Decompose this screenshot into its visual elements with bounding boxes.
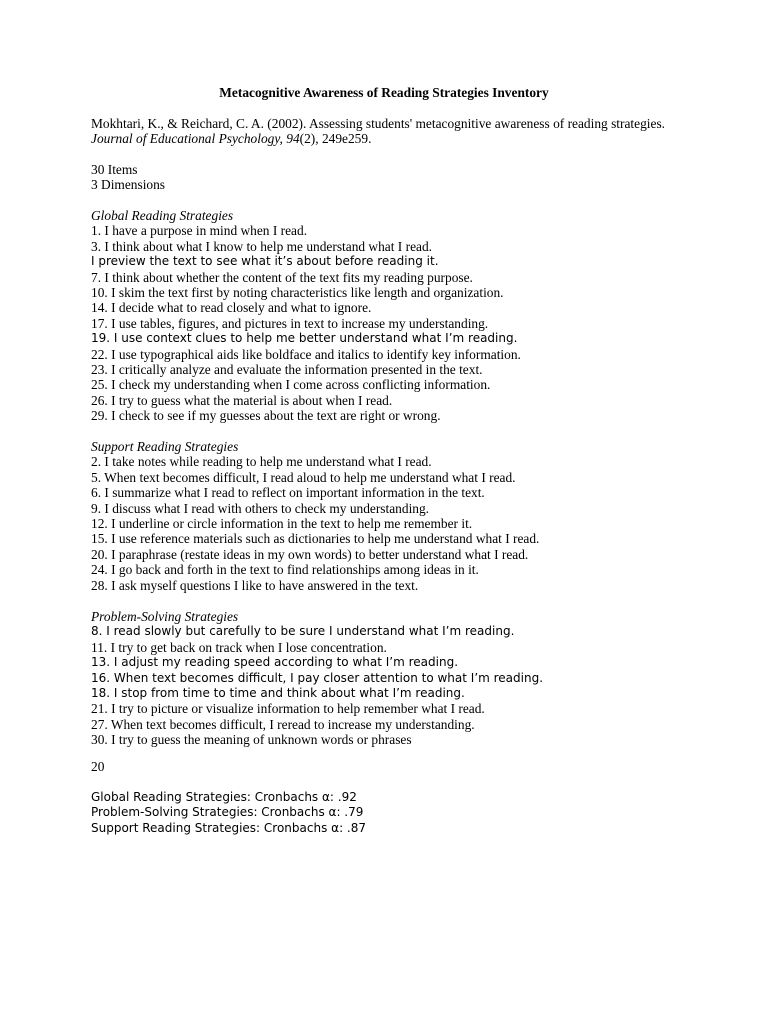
reliability-global: Global Reading Strategies: Cronbachs α: .92 bbox=[91, 790, 357, 804]
strategy-item: 19. I use context clues to help me better understand what I’m reading. bbox=[91, 331, 518, 346]
strategy-item: 17. I use tables, figures, and pictures in text to increase my understanding. bbox=[91, 315, 489, 331]
reliability-support: Support Reading Strategies: Cronbachs α: .87 bbox=[91, 820, 367, 835]
strategy-item: 16. When text becomes difficult, I pay closer attention to what I’m reading. bbox=[91, 670, 544, 685]
citation bbox=[91, 116, 691, 147]
strategy-item: 6. I summarize what I read to reflect on important information in the text. bbox=[91, 485, 485, 501]
dimension-count: 3 Dimensions bbox=[91, 177, 166, 193]
strategy-item: 7. I think about whether the content of the text fits my reading purpose. bbox=[91, 269, 473, 285]
strategy-item: I preview the text to see what it’s about before reading it. bbox=[91, 254, 439, 269]
strategy-item: 10. I skim the text first by noting characteristics like length and organization. bbox=[91, 285, 504, 301]
citation-text: Mokhtari, K., & Reichard, C. A. (2002). Assessing students' metacognitive awareness of reading strategies. bbox=[91, 116, 665, 131]
strategy-item: 1. I have a purpose in mind when I read. bbox=[91, 223, 308, 239]
item-counts bbox=[91, 162, 691, 193]
support-strategies-heading: Support Reading Strategies bbox=[91, 439, 239, 454]
strategy-item: 15. I use reference materials such as dictionaries to help me understand what I read. bbox=[91, 531, 540, 547]
strategy-item: 27. When text becomes difficult, I reread to increase my understanding. bbox=[91, 716, 475, 732]
strategy-item: 30. I try to guess the meaning of unknown words or phrases bbox=[91, 732, 412, 748]
problem-solving-strategies-section bbox=[91, 609, 691, 748]
global-strategies-heading: Global Reading Strategies bbox=[91, 208, 234, 223]
citation-pages: (2), 249e259. bbox=[299, 131, 372, 147]
strategy-item: 14. I decide what to read closely and what to ignore. bbox=[91, 300, 372, 316]
strategy-item: 24. I go back and forth in the text to find relationships among ideas in it. bbox=[91, 562, 479, 578]
strategy-item: 26. I try to guess what the material is about when I read. bbox=[91, 392, 393, 408]
support-strategies-section bbox=[91, 439, 691, 593]
strategy-item: 3. I think about what I know to help me understand what I read. bbox=[91, 238, 433, 254]
strategy-item: 2. I take notes while reading to help me understand what I read. bbox=[91, 454, 432, 470]
strategy-item: 12. I underline or circle information in the text to help me remember it. bbox=[91, 516, 473, 532]
reliability-section bbox=[91, 790, 691, 836]
strategy-item: 25. I check my understanding when I come across conflicting information. bbox=[91, 377, 491, 393]
strategy-item: 28. I ask myself questions I like to have answered in the text. bbox=[91, 577, 419, 593]
strategy-item: 21. I try to picture or visualize information to help remember what I read. bbox=[91, 701, 485, 717]
global-strategies-section bbox=[91, 208, 691, 424]
citation-journal: Journal of Educational Psychology, 94 bbox=[91, 131, 300, 147]
page-number: 20 bbox=[91, 759, 105, 774]
strategy-item: 11. I try to get back on track when I lose concentration. bbox=[91, 639, 387, 655]
strategy-item: 22. I use typographical aids like boldface and italics to identify key information. bbox=[91, 346, 521, 362]
strategy-item: 9. I discuss what I read with others to check my understanding. bbox=[91, 500, 430, 516]
strategy-item: 13. I adjust my reading speed according to what I’m reading. bbox=[91, 655, 459, 670]
page-title: Metacognitive Awareness of Reading Strategies Inventory bbox=[219, 85, 549, 100]
strategy-item: 5. When text becomes difficult, I read aloud to help me understand what I read. bbox=[91, 469, 516, 485]
reliability-problem-solving: Problem-Solving Strategies: Cronbachs α: .79 bbox=[91, 805, 364, 820]
strategy-item: 23. I critically analyze and evaluate the information presented in the text. bbox=[91, 362, 483, 378]
problem-solving-strategies-heading: Problem-Solving Strategies bbox=[91, 609, 239, 624]
item-count: 30 Items bbox=[91, 162, 138, 177]
strategy-item: 18. I stop from time to time and think about what I’m reading. bbox=[91, 686, 465, 701]
strategy-item: 29. I check to see if my guesses about the text are right or wrong. bbox=[91, 408, 441, 424]
strategy-item: 20. I paraphrase (restate ideas in my own words) to better understand what I read. bbox=[91, 546, 529, 562]
strategy-item: 8. I read slowly but carefully to be sure I understand what I’m reading. bbox=[91, 624, 515, 639]
